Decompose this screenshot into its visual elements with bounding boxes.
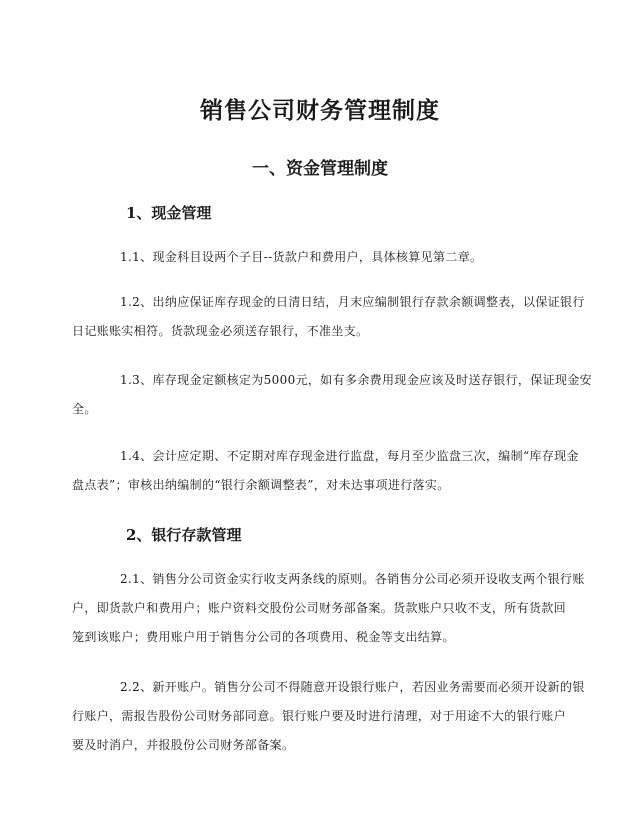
document-title: 销售公司财务管理制度 (200, 97, 440, 124)
paragraph-line: 日记账账实相符。货款现金必须送存银行，不准坐支。 (72, 324, 369, 338)
paragraph-line: 户，即货款户和费用户；账户资料交股份公司财务部备案。货款账户只收不支，所有货款回 (72, 601, 567, 615)
paragraph-line: 要及时消户，并报股份公司财务部备案。 (72, 738, 295, 752)
section-heading-bank-deposit: 2、银行存款管理 (126, 526, 242, 544)
paragraph-2-1 (72, 565, 585, 652)
paragraph-line: 2.1、销售分公司资金实行收支两条线的原则。各销售分公司必须开设收支两个银行账 (120, 572, 585, 586)
paragraph-1-4 (72, 442, 579, 500)
paragraph-line: 1.3、库存现金定额核定为5000元，如有多余费用现金应该及时送存银行，保证现金安 (120, 373, 592, 387)
paragraph-1-1 (96, 243, 546, 272)
paragraph-line: 全。 (72, 402, 97, 416)
paragraph-line: 1.4、会计应定期、不定期对库存现金进行监盘，每月至少监盘三次，编制“库存现金 (120, 449, 579, 463)
paragraph-line: 1.2、出纳应保证库存现金的日清日结，月末应编制银行存款余额调整表，以保证银行 (120, 295, 585, 309)
paragraph-line: 笼到该账户；费用账户用于销售分公司的各项费用、税金等支出结算。 (72, 630, 455, 644)
section-heading-cash: 1、现金管理 (126, 204, 212, 222)
paragraph-1-2 (72, 288, 585, 346)
paragraph-line: 盘点表”；审核出纳编制的“银行余额调整表”，对未达事项进行落实。 (72, 478, 450, 492)
paragraph-1-3 (72, 366, 592, 424)
paragraph-line: 2.2、新开账户。销售分公司不得随意开设银行账户，若因业务需要而必须开设新的银 (120, 680, 585, 694)
chapter-heading: 一、资金管理制度 (252, 159, 388, 179)
paragraph-2-2 (72, 673, 585, 760)
paragraph-line: 行账户，需报告股份公司财务部同意。银行账户要及时进行清理，对于用途不大的银行账户 (72, 709, 567, 723)
paragraph-line: 1.1、现金科目设两个子目--货款户和费用户，具体核算见第二章。 (120, 250, 483, 264)
